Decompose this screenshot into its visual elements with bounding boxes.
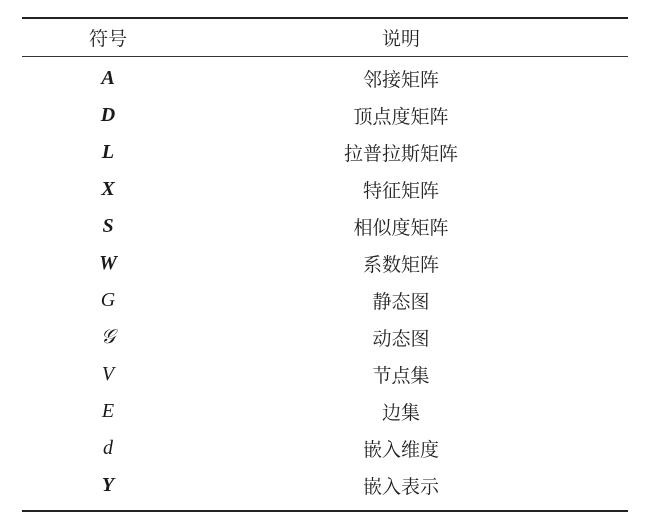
symbol-cell: G [100,289,116,311]
table-row [22,134,628,171]
description-cell: 动态图 [372,328,430,350]
description-cell: 系数矩阵 [362,254,439,276]
header-symbol: 符号 [88,28,127,50]
description-cell: 节点集 [372,365,430,387]
description-cell: 拉普拉斯矩阵 [343,143,458,165]
table-bottom-rule [22,510,628,512]
table-row [22,171,628,208]
table-header-row [22,19,628,56]
table-row [22,319,628,356]
table-row [22,430,628,467]
symbol-cell: V [101,363,115,385]
symbol-cell: A [101,67,115,89]
table-row [22,356,628,393]
table-row [22,467,628,504]
symbol-cell: Y [101,474,115,496]
description-cell: 邻接矩阵 [362,69,439,91]
description-cell: 嵌入维度 [362,439,439,461]
symbol-cell: S [102,215,114,237]
symbol-cell: 𝒢 [100,326,116,348]
description-cell: 特征矩阵 [362,180,439,202]
symbol-cell: D [100,104,116,126]
description-cell: 顶点度矩阵 [353,106,449,128]
table-row [22,393,628,430]
description-cell: 边集 [381,402,420,424]
table-row [22,208,628,245]
symbol-cell: d [103,437,113,459]
symbol-cell: E [101,400,115,422]
table-row [22,282,628,319]
table-body [22,57,628,510]
symbol-cell: W [99,252,117,274]
table-row [22,245,628,282]
header-description: 说明 [381,28,420,50]
table-row [22,60,628,97]
symbol-cell: X [101,178,115,200]
symbol-cell: L [101,141,115,163]
description-cell: 静态图 [372,291,430,313]
table-row [22,97,628,134]
description-cell: 嵌入表示 [362,476,439,498]
notation-table [22,17,628,512]
description-cell: 相似度矩阵 [353,217,449,239]
